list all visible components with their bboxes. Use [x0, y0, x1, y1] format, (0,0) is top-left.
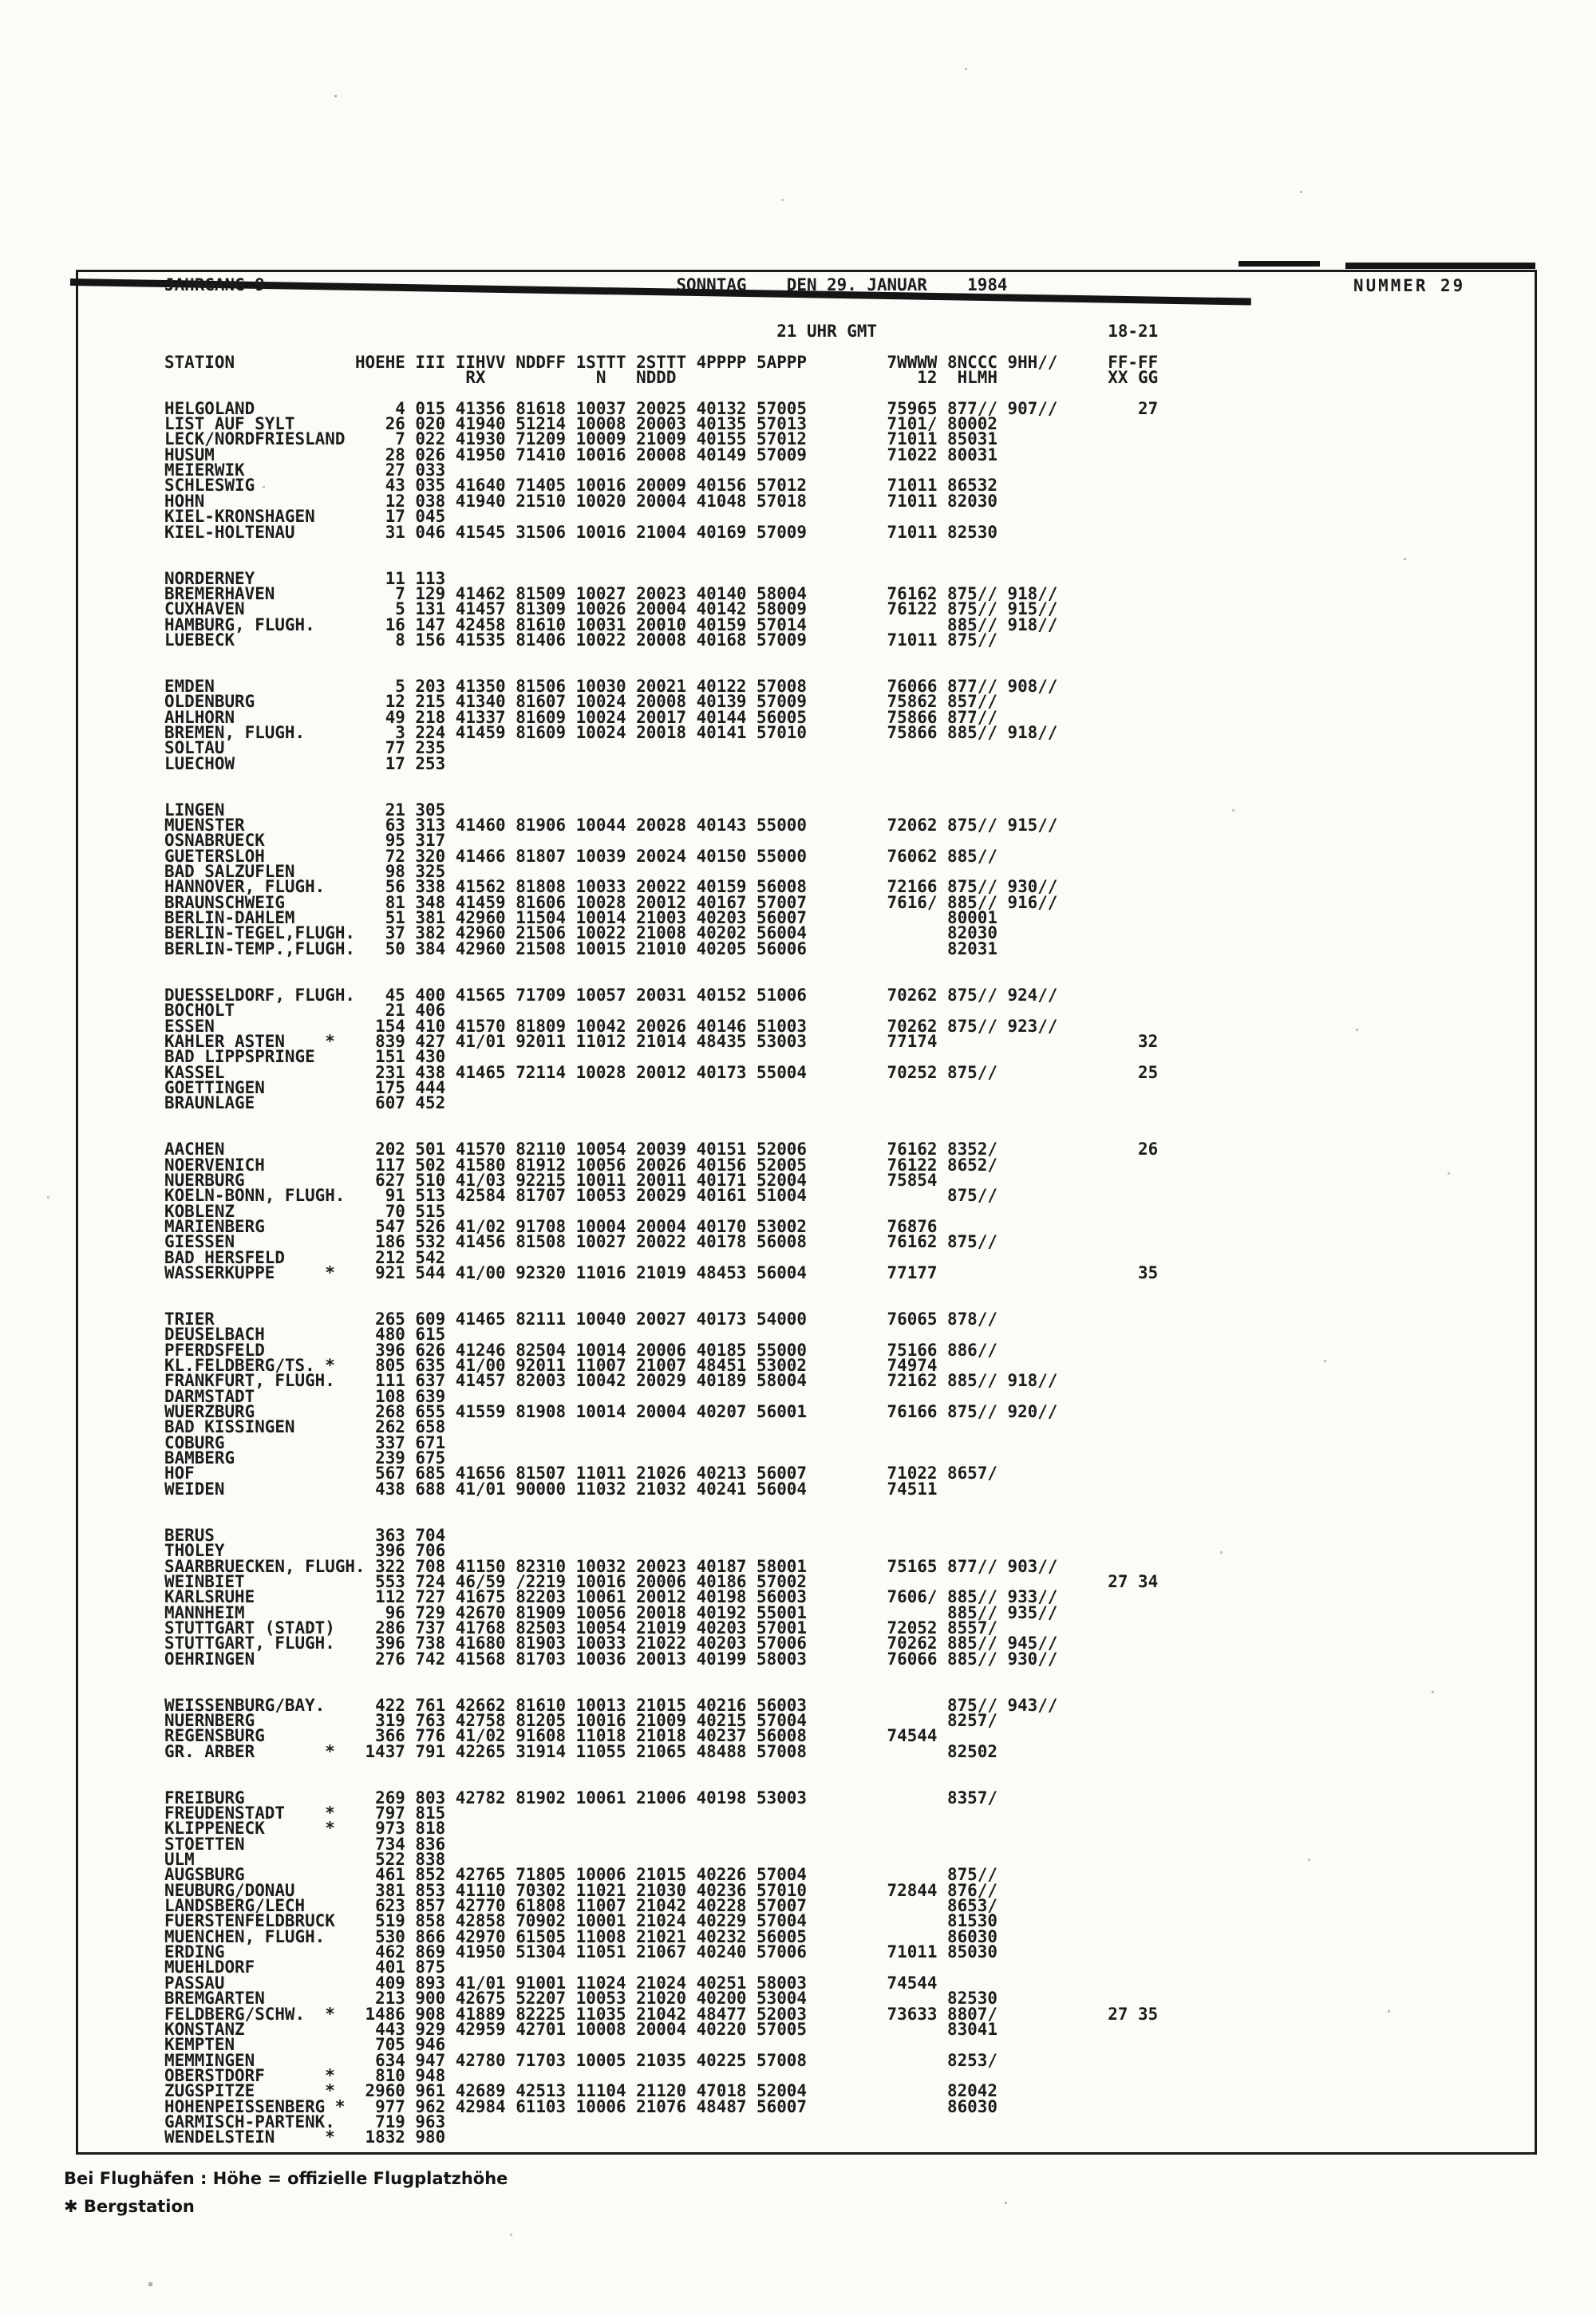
table-row: ERDING 462 869 41950 51304 11051 21067 40240 57006 71011 85030 — [164, 1942, 998, 1962]
table-row: STUTTGART, FLUGH. 396 738 41680 81903 10033 21022 40203 57006 70262 885// 945// — [164, 1634, 1058, 1653]
table-row: LUECHOW 17 253 — [164, 753, 446, 773]
table-row: FREUDENSTADT * 797 815 — [164, 1803, 446, 1823]
table-row: SCHLESWIG 43 035 41640 71405 10016 20009 40156 57012 71011 86532 — [164, 476, 998, 496]
column-header-row: STATION HOEHE III IIHVV NDDFF 1STTT 2STTT 4PPPP 5APPP 7WWWW 8NCCC 9HH// FF-FF — [164, 352, 1159, 372]
table-row: AUGSBURG 461 852 42765 71805 10006 21015 40226 57004 875// — [164, 1865, 998, 1885]
table-row: HOHN 12 038 41940 21510 10020 20004 41048 57018 71011 82030 — [164, 491, 998, 511]
blank-line — [164, 1281, 1158, 1296]
table-row: PFERDSFELD 396 626 41246 82504 10014 20006 40185 55000 75166 886// — [164, 1340, 998, 1360]
table-row: MUEHLDORF 401 875 — [164, 1957, 446, 1977]
table-row: LUEBECK 8 156 41535 81406 10022 20008 40168 57009 71011 875// — [164, 630, 998, 650]
table-row: ESSEN 154 410 41570 81809 10042 20026 40146 51003 70262 875// 923// — [164, 1016, 1058, 1036]
table-row: NEUBURG/DONAU 381 853 41110 70302 11021 21030 40236 57010 72844 876// — [164, 1880, 998, 1900]
table-row: OEHRINGEN 276 742 41568 81703 10036 20013 40199 58003 76066 885// 930// — [164, 1649, 1058, 1669]
table-row: FREIBURG 269 803 42782 81902 10061 21006 40198 53003 8357/ — [164, 1788, 998, 1807]
blank-line — [164, 1667, 1158, 1682]
table-row: MANNHEIM 96 729 42670 81909 10056 20018 40192 55001 885// 935// — [164, 1602, 1058, 1622]
blank-line — [164, 1112, 1158, 1127]
table-row: KEMPTEN 705 946 — [164, 2035, 446, 2055]
table-row: WEISSENBURG/BAY. 422 761 42662 81610 10013 21015 40216 56003 875// 943// — [164, 1695, 1058, 1715]
table-row: SOLTAU 77 235 — [164, 738, 446, 758]
table-row: WEIDEN 438 688 41/01 90000 11032 21032 40241 56004 74511 — [164, 1479, 938, 1499]
table-row: GUETERSLOH 72 320 41466 81807 10039 20024 40150 55000 76062 885// — [164, 846, 998, 866]
table-row: KOBLENZ 70 515 — [164, 1201, 446, 1221]
table-row: NORDERNEY 11 113 — [164, 568, 446, 588]
table-row: WASSERKUPPE * 921 544 41/00 92320 11016 21019 48453 56004 77177 35 — [164, 1263, 1159, 1282]
table-row: BERLIN-TEMP.,FLUGH. 50 384 42960 21508 10015 21010 40205 56006 82031 — [164, 938, 998, 958]
table-row: WUERZBURG 268 655 41559 81908 10014 20004 40207 56001 76166 875// 920// — [164, 1402, 1058, 1422]
blank-line — [164, 293, 1158, 308]
table-row: HELGOLAND 4 015 41356 81618 10037 20025 40132 57005 75965 877// 907// 27 — [164, 398, 1159, 418]
table-row: KARLSRUHE 112 727 41675 82203 10061 20012 40198 56003 7606/ 885// 933// — [164, 1587, 1058, 1607]
table-row: AHLHORN 49 218 41337 81609 10024 20017 40144 56005 75866 877// — [164, 707, 998, 727]
table-row: BRAUNSCHWEIG 81 348 41459 81606 10028 20012 40167 57007 7616/ 885// 916// — [164, 892, 1058, 912]
table-row: BERLIN-TEGEL,FLUGH. 37 382 42960 21506 10022 21008 40202 56004 82030 — [164, 923, 998, 943]
table-row: NOERVENICH 117 502 41580 81912 10056 20026 40156 52005 76122 8652/ — [164, 1155, 998, 1175]
table-row: KLIPPENECK * 973 818 — [164, 1819, 446, 1839]
table-row: ULM 522 838 — [164, 1850, 446, 1870]
table-row: WEINBIET 553 724 46/59 /2219 10016 20006 40186 57002 27 34 — [164, 1571, 1159, 1591]
table-row: HANNOVER, FLUGH. 56 338 41562 81808 10033 20022 40159 56008 72166 875// 930// — [164, 877, 1058, 897]
observation-time-line: 21 UHR GMT 18-21 — [164, 322, 1159, 342]
table-row: HOF 567 685 41656 81507 11011 21026 40213 56007 71022 8657/ — [164, 1464, 998, 1483]
masthead-line: JAHRGANG 9 SONNTAG DEN 29. JANUAR 1984 — [164, 275, 1008, 294]
table-row: BAMBERG 239 675 — [164, 1448, 446, 1468]
column-subheader-row: RX N NDDD 12 HLMH XX GG — [164, 368, 1159, 388]
table-row: HAMBURG, FLUGH. 16 147 42458 81610 10031 20010 40159 57014 885// 918// — [164, 614, 1058, 634]
table-row: TRIER 265 609 41465 82111 10040 20027 40173 54000 76065 878// — [164, 1310, 998, 1329]
table-row: BERUS 363 704 — [164, 1525, 446, 1545]
table-row: CUXHAVEN 5 131 41457 81309 10026 20004 40142 58009 76122 875// 915// — [164, 599, 1058, 619]
table-row: KL.FELDBERG/TS. * 805 635 41/00 92011 11007 21007 48451 53002 74974 — [164, 1356, 938, 1376]
table-row: BREMERHAVEN 7 129 41462 81509 10027 20023 40140 58004 76162 875// 918// — [164, 583, 1058, 603]
table-row: STUTTGART (STADT) 286 737 41768 82503 10054 21019 40203 57001 72052 8557/ — [164, 1618, 998, 1637]
table-row: BAD SALZUFLEN 98 325 — [164, 862, 446, 882]
table-row: KOELN-BONN, FLUGH. 91 513 42584 81707 10053 20029 40161 51004 875// — [164, 1186, 998, 1206]
table-row: MUENSTER 63 313 41460 81906 10044 20028 40143 55000 72062 875// 915// — [164, 816, 1058, 836]
table-row: EMDEN 5 203 41350 81506 10030 20021 40122 57008 76066 877// 908// — [164, 676, 1058, 696]
table-row: OLDENBURG 12 215 41340 81607 10024 20008 40139 57009 75862 857// — [164, 692, 998, 712]
table-row: NUERBURG 627 510 41/03 92215 10011 20011 40171 52004 75854 — [164, 1170, 938, 1190]
table-row: GOETTINGEN 175 444 — [164, 1077, 446, 1097]
table-row: BREMGARTEN 213 900 42675 52207 10053 21020 40200 53004 82530 — [164, 1989, 998, 2009]
table-row: OSNABRUECK 95 317 — [164, 831, 446, 851]
table-row: KONSTANZ 443 929 42959 42701 10008 20004 40220 57005 83041 — [164, 2019, 998, 2039]
footnote-airport-altitude: Bei Flughäfen : Höhe = offizielle Flugplatzhöhe — [64, 2169, 508, 2188]
table-row: PASSAU 409 893 41/01 91001 11024 21024 40251 58003 74544 — [164, 1973, 938, 1993]
table-row: KAHLER ASTEN * 839 427 41/01 92011 11012 21014 48435 53003 77174 32 — [164, 1031, 1159, 1051]
footnote-mountain-station: ✱ Bergstation — [64, 2197, 195, 2216]
table-row: STOETTEN 734 836 — [164, 1834, 446, 1854]
table-row: BAD KISSINGEN 262 658 — [164, 1417, 446, 1437]
blank-line — [164, 648, 1158, 663]
table-row: LECK/NORDFRIESLAND 7 022 41930 71209 10009 21009 40155 57012 71011 85031 — [164, 429, 998, 449]
table-row: AACHEN 202 501 41570 82110 10054 20039 40151 52006 76162 8352/ 26 — [164, 1140, 1159, 1159]
scan-top-dash — [1238, 261, 1320, 267]
table-row: KASSEL 231 438 41465 72114 10028 20012 40173 55004 70252 875// 25 — [164, 1062, 1159, 1082]
table-row: DEUSELBACH 480 615 — [164, 1325, 446, 1345]
table-row: NUERNBERG 319 763 42758 81205 10016 21009 40215 57004 8257/ — [164, 1710, 998, 1730]
blank-line — [164, 1760, 1158, 1775]
table-row: HOHENPEISSENBERG * 977 962 42984 61103 10006 21076 48487 56007 86030 — [164, 2096, 998, 2116]
table-row: MUENCHEN, FLUGH. 530 866 42970 61505 11008 21021 40232 56005 86030 — [164, 1926, 998, 1946]
blank-line — [164, 772, 1158, 787]
blank-line — [164, 1497, 1158, 1512]
scan-noise-specks — [0, 0, 1, 1]
table-row: ZUGSPITZE * 2960 961 42689 42513 11104 21120 47018 52004 82042 — [164, 2081, 998, 2101]
table-row: REGENSBURG 366 776 41/02 91608 11018 21018 40237 56008 74544 — [164, 1726, 938, 1746]
table-row: DUESSELDORF, FLUGH. 45 400 41565 71709 10057 20031 40152 51006 70262 875// 924// — [164, 985, 1058, 1005]
table-row: GR. ARBER * 1437 791 42265 31914 11055 21065 48488 57008 82502 — [164, 1741, 998, 1761]
table-row: LINGEN 21 305 — [164, 800, 446, 820]
table-row: KIEL-KRONSHAGEN 17 045 — [164, 507, 446, 527]
table-row: LIST AUF SYLT 26 020 41940 51214 10008 20003 40135 57013 7101/ 80002 — [164, 414, 998, 434]
blank-line — [164, 540, 1158, 555]
table-row: BRAUNLAGE 607 452 — [164, 1093, 446, 1113]
table-row: THOLEY 396 706 — [164, 1541, 446, 1561]
table-row: FRANKFURT, FLUGH. 111 637 41457 82003 10042 20029 40189 58004 72162 885// 918// — [164, 1371, 1058, 1391]
table-row: COBURG 337 671 — [164, 1432, 446, 1452]
table-row: LANDSBERG/LECH 623 857 42770 61808 11007 21042 40228 57007 8653/ — [164, 1896, 998, 1916]
table-row: BOCHOLT 21 406 — [164, 1001, 446, 1021]
issue-number-label: NUMMER 29 — [1353, 276, 1466, 295]
table-row: MARIENBERG 547 526 41/02 91708 10004 20004 40170 53002 76876 — [164, 1216, 938, 1236]
weather-report-table — [164, 275, 1159, 2147]
table-row: OBERSTDORF * 810 948 — [164, 2065, 446, 2085]
table-row: MEIERWIK 27 033 — [164, 460, 446, 480]
table-row: FUERSTENFELDBRUCK 519 858 42858 70902 10001 21024 40229 57004 81530 — [164, 1911, 998, 1931]
blank-line — [164, 957, 1158, 972]
scan-top-segment — [1345, 263, 1535, 269]
table-row: GIESSEN 186 532 41456 81508 10027 20022 40178 56008 76162 875// — [164, 1232, 998, 1252]
table-row: SAARBRUECKEN, FLUGH. 322 708 41150 82310 10032 20023 40187 58001 75165 877// 903// — [164, 1556, 1058, 1576]
table-row: BERLIN-DAHLEM 51 381 42960 11504 10014 21003 40203 56007 80001 — [164, 908, 998, 928]
table-row: HUSUM 28 026 41950 71410 10016 20008 40149 57009 71022 80031 — [164, 444, 998, 464]
table-row: DARMSTADT 108 639 — [164, 1386, 446, 1406]
table-row: MEMMINGEN 634 947 42780 71703 10005 21035 40225 57008 8253/ — [164, 2050, 998, 2070]
table-row: GARMISCH-PARTENK. 719 963 — [164, 2112, 446, 2131]
table-row: KIEL-HOLTENAU 31 046 41545 31506 10016 21004 40169 57009 71011 82530 — [164, 522, 998, 542]
table-row: WENDELSTEIN * 1832 980 — [164, 2127, 446, 2147]
table-row: BAD LIPPSPRINGE 151 430 — [164, 1047, 446, 1067]
table-row: BREMEN, FLUGH. 3 224 41459 81609 10024 20018 40141 57010 75866 885// 918// — [164, 722, 1058, 742]
table-row: FELDBERG/SCHW. * 1486 908 41889 82225 11035 21042 48477 52003 73633 8807/ 27 35 — [164, 2004, 1159, 2024]
table-row: BAD HERSFELD 212 542 — [164, 1247, 446, 1267]
